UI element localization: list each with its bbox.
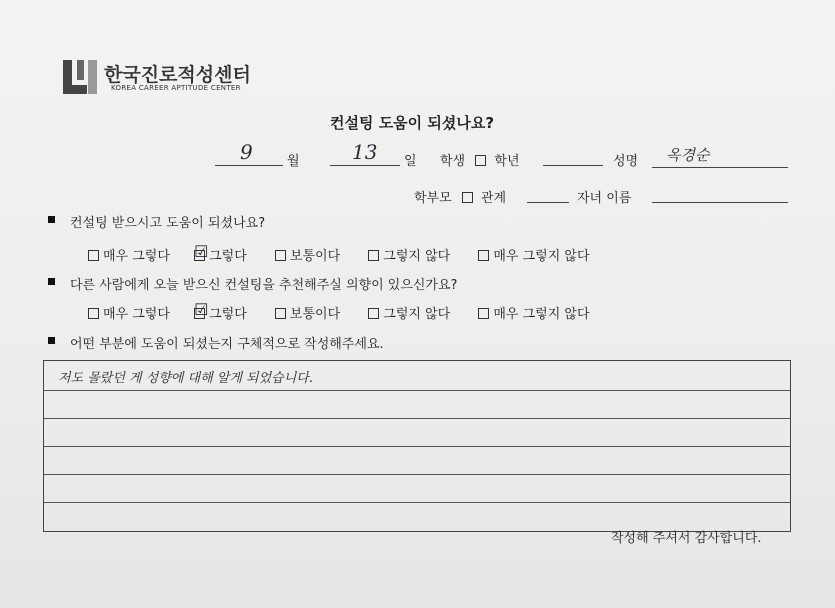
parent-checkbox[interactable] — [462, 192, 473, 203]
question-2-options — [88, 300, 614, 322]
q1-option-disagree[interactable]: 그렇지 않다 — [368, 249, 450, 264]
name-value: 옥경순 — [666, 146, 710, 164]
q2-option-disagree[interactable]: 그렇지 않다 — [368, 307, 450, 322]
check-mark-icon: ☑ — [194, 300, 209, 319]
month-value: 9 — [240, 140, 253, 164]
thank-you-text: 작성해 주셔서 감사합니다. — [611, 531, 762, 546]
day-label: 일 — [404, 154, 417, 169]
q2-option-very-disagree-checkbox[interactable] — [478, 308, 489, 319]
q1-option-very-agree[interactable]: 매우 그렇다 — [88, 249, 170, 264]
month-label: 월 — [287, 154, 300, 169]
day-field-line[interactable] — [330, 165, 400, 166]
student-checkbox[interactable] — [475, 155, 486, 166]
relation-field-line[interactable] — [527, 202, 569, 203]
q1-option-very-disagree-checkbox[interactable] — [478, 250, 489, 261]
name-field-line[interactable] — [652, 167, 788, 168]
answer-rule — [44, 502, 790, 503]
q2-option-very-agree[interactable]: 매우 그렇다 — [88, 307, 170, 322]
answer-handwriting: 저도 몰랐던 게 성향에 대해 알게 되었습니다. — [58, 371, 313, 386]
child-name-label: 자녀 이름 — [577, 191, 632, 206]
q1-option-neutral-checkbox[interactable] — [275, 250, 286, 261]
org-name-en: KOREA CAREER APTITUDE CENTER — [111, 84, 241, 92]
form-title: 컨설팅 도움이 되셨나요? — [330, 114, 495, 132]
q1-option-very-agree-checkbox[interactable] — [88, 250, 99, 261]
answer-rule — [44, 474, 790, 475]
student-label: 학생 학년 — [440, 154, 520, 169]
grade-field-line[interactable] — [543, 165, 603, 166]
answer-rule — [44, 446, 790, 447]
month-field-line[interactable] — [215, 165, 283, 166]
q1-option-disagree-checkbox[interactable] — [368, 250, 379, 261]
child-name-field-line[interactable] — [652, 202, 788, 203]
question-3-text: 어떤 부분에 도움이 되셨는지 구체적으로 작성해주세요. — [70, 337, 384, 352]
q2-option-disagree-checkbox[interactable] — [368, 308, 379, 319]
day-value: 13 — [352, 140, 378, 164]
q2-option-very-agree-checkbox[interactable] — [88, 308, 99, 319]
answer-rule — [44, 418, 790, 419]
q1-option-very-disagree[interactable]: 매우 그렇지 않다 — [478, 249, 589, 264]
question-1-options — [88, 242, 614, 264]
check-mark-icon: ☑ — [194, 242, 209, 261]
question-1-text: 컨설팅 받으시고 도움이 되셨나요? — [70, 216, 266, 231]
q1-option-neutral[interactable]: 보통이다 — [275, 249, 340, 264]
answer-rule — [44, 390, 790, 391]
parent-label: 학부모 관계 — [414, 191, 507, 206]
center-logo-icon — [63, 60, 97, 94]
question-1-bullet — [48, 216, 55, 223]
question-2-text: 다른 사람에게 오늘 받으신 컨설팅을 추천해주실 의향이 있으신가요? — [70, 278, 458, 293]
org-name: 한국진로적성센터 — [104, 64, 251, 86]
q2-option-agree-checkbox[interactable] — [194, 300, 209, 319]
q1-option-agree[interactable]: ☑ 그렇다 — [194, 242, 247, 264]
q1-option-agree-checkbox[interactable] — [194, 242, 209, 261]
q2-option-very-disagree[interactable]: 매우 그렇지 않다 — [478, 307, 589, 322]
q2-option-agree[interactable]: ☑ 그렇다 — [194, 300, 247, 322]
answer-textarea[interactable] — [43, 360, 791, 532]
question-2-bullet — [48, 278, 55, 285]
name-label: 성명 — [613, 154, 639, 169]
q2-option-neutral-checkbox[interactable] — [275, 308, 286, 319]
q2-option-neutral[interactable]: 보통이다 — [275, 307, 340, 322]
question-3-bullet — [48, 337, 55, 344]
